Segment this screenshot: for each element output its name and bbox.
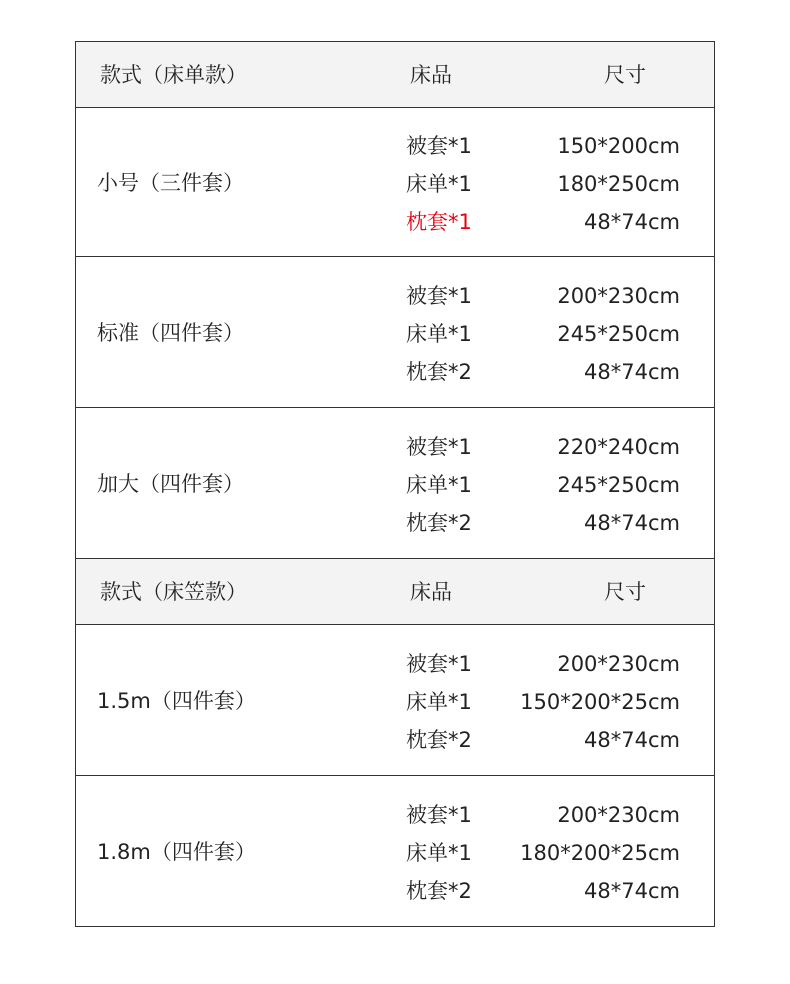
size-pillowcase: 48*74cm [584,879,680,903]
table-row [76,626,714,776]
size-duvet-cover: 220*240cm [557,435,680,459]
header-size: 尺寸 [604,63,646,87]
header-item: 床品 [410,580,452,604]
divider [76,624,714,625]
size-table [75,41,715,927]
row-sizes [440,645,680,759]
header-style: 款式（床单款） [100,63,247,87]
size-duvet-cover: 200*230cm [557,652,680,676]
divider [76,256,714,257]
size-bed-sheet: 180*250cm [557,172,680,196]
table-row [76,777,714,927]
item-bed-sheet: 床单*1 [406,690,472,714]
item-bed-sheet: 床单*1 [406,841,472,865]
item-bed-sheet: 床单*1 [406,473,472,497]
item-duvet-cover: 被套*1 [406,134,472,158]
item-pillowcase: 枕套*1 [406,210,472,234]
size-bed-sheet: 150*200*25cm [520,690,680,714]
table-row [76,258,714,408]
item-pillowcase: 枕套*2 [406,360,472,384]
item-bed-sheet: 床单*1 [406,172,472,196]
section-header-sheet [76,42,714,108]
size-pillowcase: 48*74cm [584,511,680,535]
item-bed-sheet: 床单*1 [406,322,472,346]
item-pillowcase: 枕套*2 [406,728,472,752]
item-duvet-cover: 被套*1 [406,803,472,827]
row-name: 加大（四件套） [97,472,244,496]
size-duvet-cover: 200*230cm [557,284,680,308]
row-sizes [440,277,680,391]
item-pillowcase: 枕套*2 [406,879,472,903]
size-pillowcase: 48*74cm [584,210,680,234]
header-item: 床品 [410,63,452,87]
row-sizes [440,796,680,910]
row-name: 小号（三件套） [97,171,244,195]
size-duvet-cover: 200*230cm [557,803,680,827]
divider [76,407,714,408]
item-duvet-cover: 被套*1 [406,284,472,308]
item-pillowcase: 枕套*2 [406,511,472,535]
row-name: 标准（四件套） [97,321,244,345]
table-row [76,409,714,559]
size-bed-sheet: 180*200*25cm [520,841,680,865]
size-pillowcase: 48*74cm [584,728,680,752]
size-bed-sheet: 245*250cm [557,322,680,346]
item-duvet-cover: 被套*1 [406,652,472,676]
header-style: 款式（床笠款） [100,580,247,604]
size-duvet-cover: 150*200cm [557,134,680,158]
row-name: 1.8m（四件套） [97,840,256,864]
size-bed-sheet: 245*250cm [557,473,680,497]
row-sizes [440,127,680,241]
row-sizes [440,428,680,542]
header-size: 尺寸 [604,580,646,604]
row-name: 1.5m（四件套） [97,689,256,713]
table-row [76,108,714,258]
section-header-fitted [76,559,714,625]
item-duvet-cover: 被套*1 [406,435,472,459]
size-pillowcase: 48*74cm [584,360,680,384]
divider [76,775,714,776]
